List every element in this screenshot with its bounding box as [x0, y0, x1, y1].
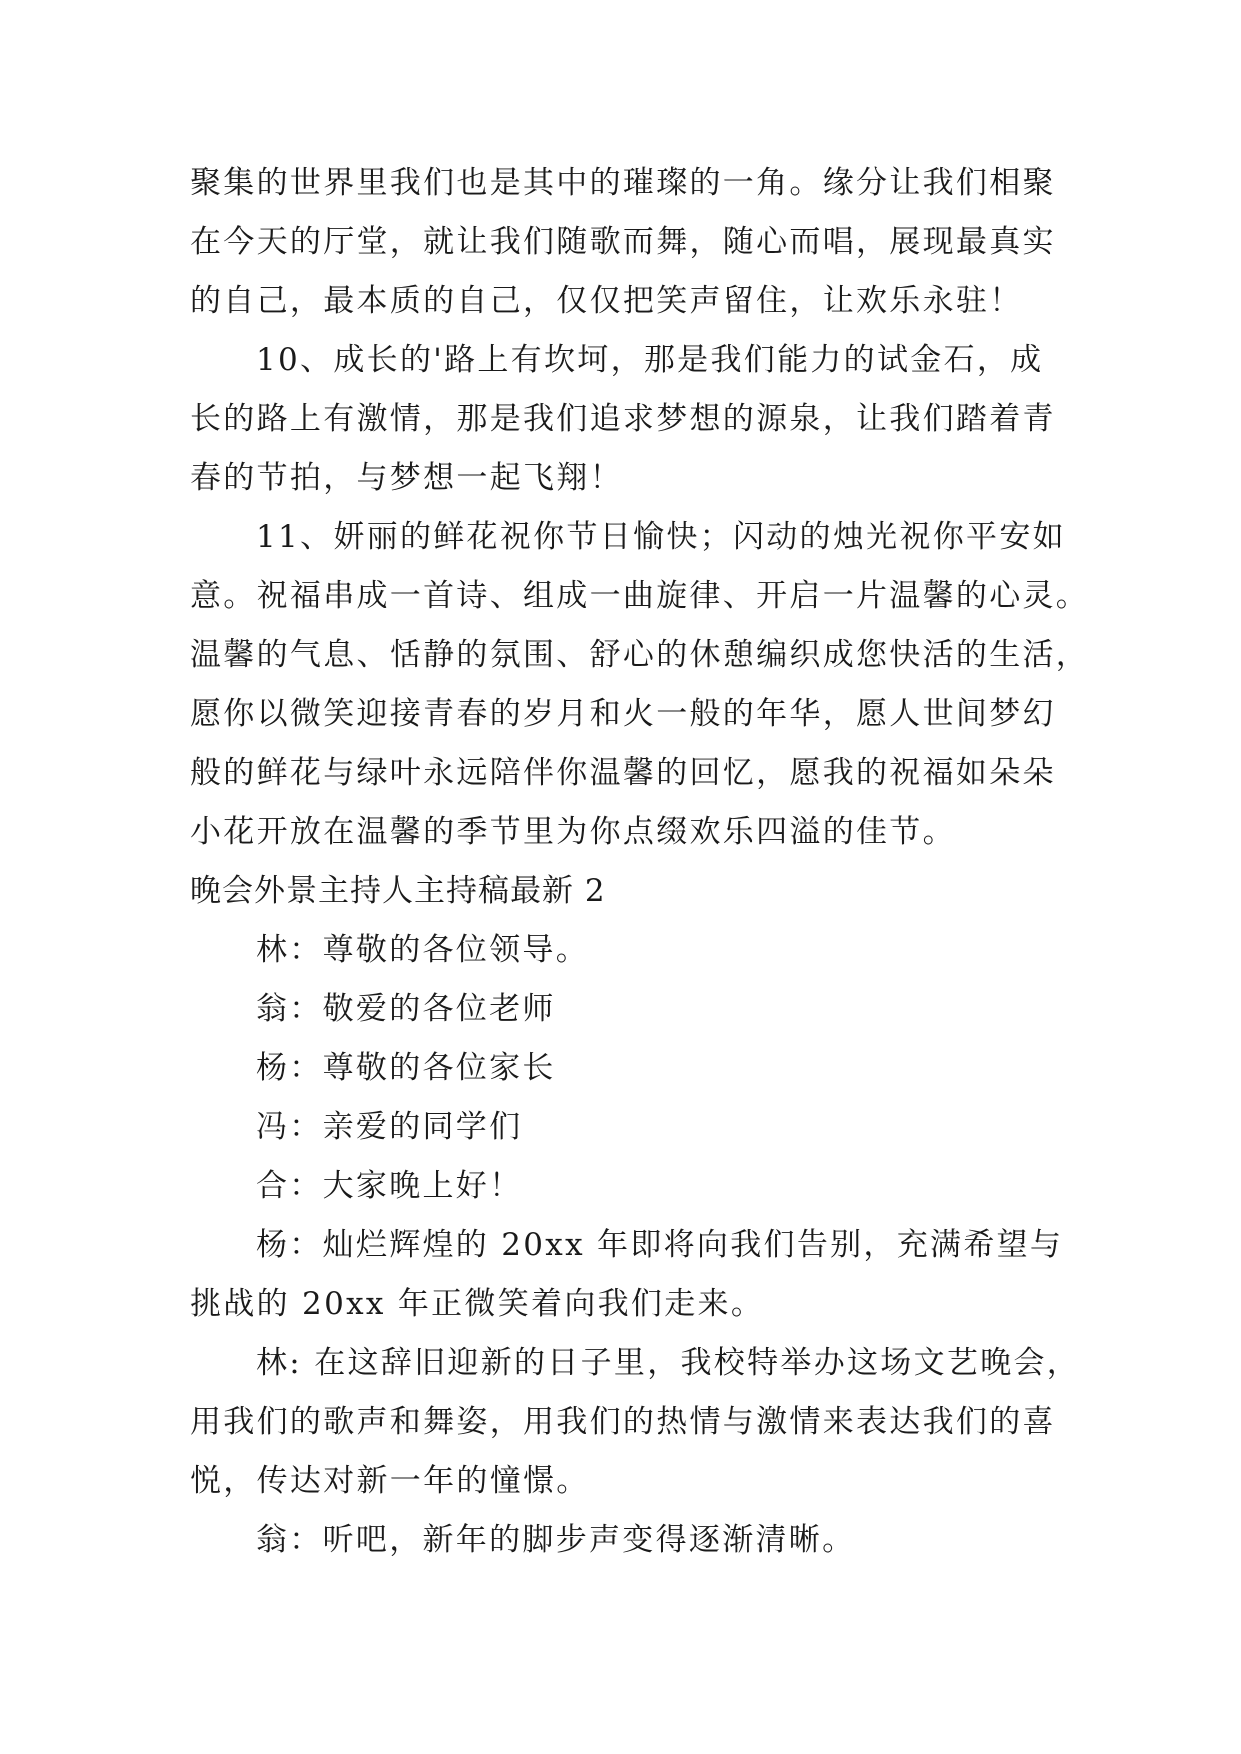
paragraph-line: 在今天的厅堂，就让我们随歌而舞，随心而唱，展现最真实 [190, 224, 1056, 260]
paragraph-line: 小花开放在温馨的季节里为你点缀欢乐四溢的佳节。 [190, 814, 956, 850]
paragraph-line: 10、成长的'路上有坎坷，那是我们能力的试金石，成 [256, 342, 1044, 378]
paragraph-line: 长的路上有激情，那是我们追求梦想的源泉，让我们踏着青 [190, 401, 1056, 437]
paragraph-line: 般的鲜花与绿叶永远陪伴你温馨的回忆，愿我的祝福如朵朵 [190, 755, 1056, 791]
section-heading: 晚会外景主持人主持稿最新 2 [190, 873, 606, 909]
paragraph-line: 11、妍丽的鲜花祝你节日愉快；闪动的烛光祝你平安如 [256, 519, 1066, 555]
paragraph-line: 用我们的歌声和舞姿，用我们的热情与激情来表达我们的喜 [190, 1404, 1056, 1440]
paragraph-line: 春的节拍，与梦想一起飞翔！ [190, 460, 623, 496]
dialogue-line: 杨：灿烂辉煌的 20xx 年即将向我们告别，充满希望与 [256, 1227, 1064, 1263]
paragraph-line: 意。祝福串成一首诗、组成一曲旋律、开启一片温馨的心灵。 [190, 578, 1090, 614]
paragraph-line: 挑战的 20xx 年正微笑着向我们走来。 [190, 1286, 765, 1322]
paragraph-line: 悦，传达对新一年的憧憬。 [190, 1463, 590, 1499]
paragraph-line: 的自己，最本质的自己，仅仅把笑声留住，让欢乐永驻！ [190, 283, 1023, 319]
paragraph-line: 聚集的世界里我们也是其中的璀璨的一角。缘分让我们相聚 [190, 165, 1056, 201]
dialogue-line: 冯：亲爱的同学们 [256, 1109, 523, 1145]
paragraph-line: 温馨的气息、恬静的氛围、舒心的休憩编织成您快活的生活， [190, 637, 1090, 673]
dialogue-line: 翁：敬爱的各位老师 [256, 991, 556, 1027]
paragraph-line: 愿你以微笑迎接青春的岁月和火一般的年华，愿人世间梦幻 [190, 696, 1056, 732]
document-body [190, 154, 1090, 1570]
dialogue-line: 杨：尊敬的各位家长 [256, 1050, 556, 1086]
dialogue-line: 合：大家晚上好！ [256, 1168, 523, 1204]
dialogue-line: 林: 在这辞旧迎新的日子里，我校特举办这场文艺晚会， [256, 1345, 1081, 1381]
dialogue-line: 翁：听吧，新年的脚步声变得逐渐清晰。 [256, 1522, 856, 1558]
dialogue-line: 林：尊敬的各位领导。 [256, 932, 589, 968]
